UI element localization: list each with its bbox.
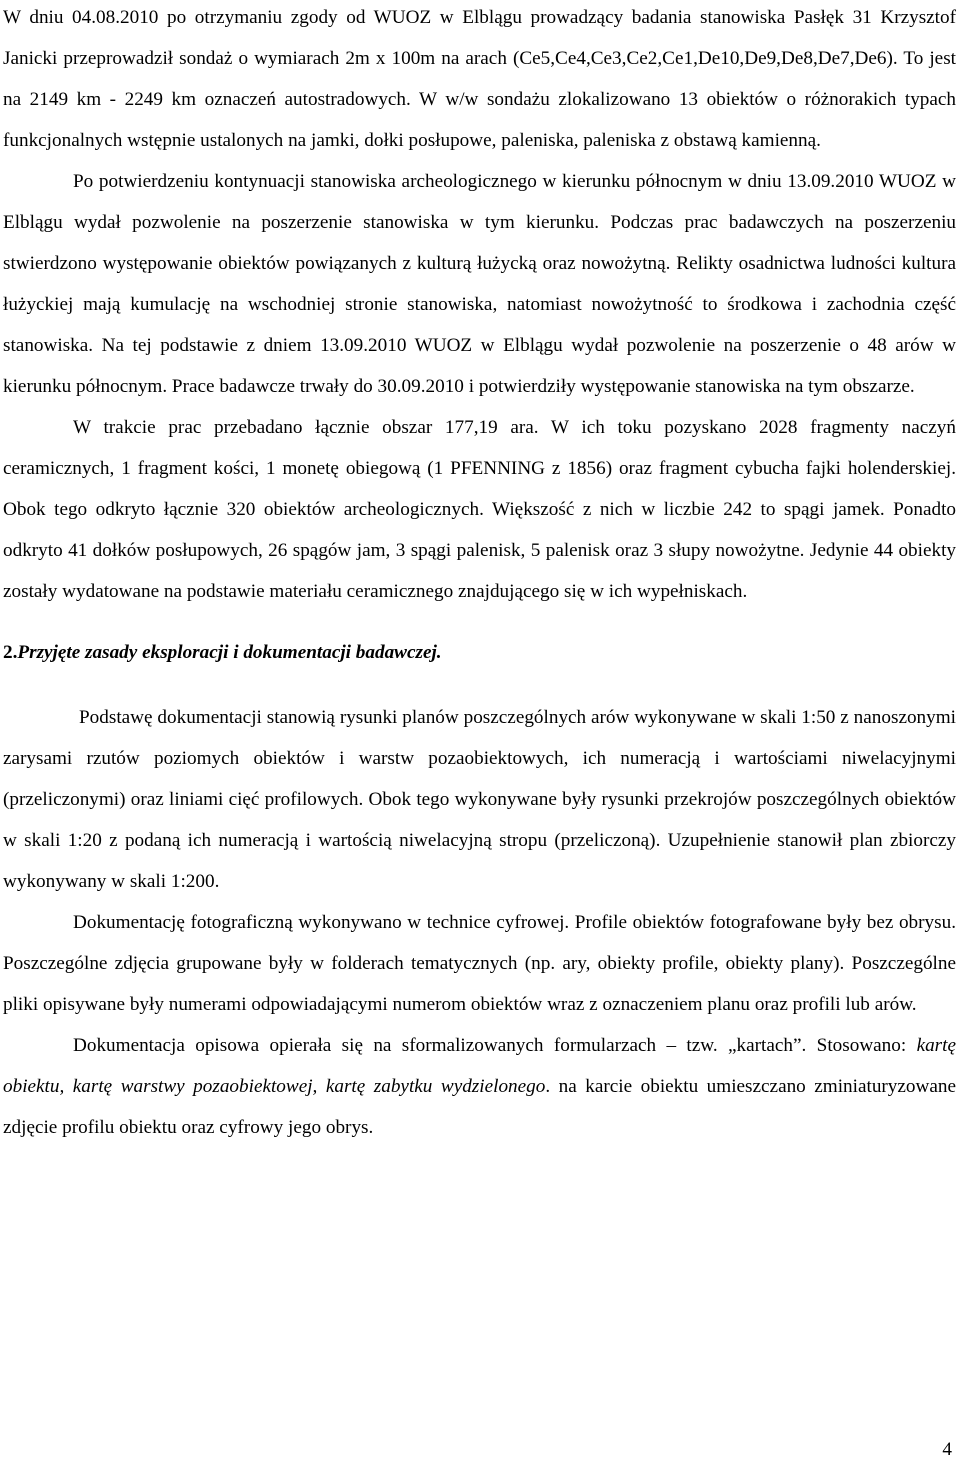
paragraph-opisowa-end: . na karcie obiektu umieszczano zminiaturyzowane zdjęcie profilu obiektu oraz cyfrowy jego obrys. — [3, 1076, 956, 1138]
paragraph-opisowa-karty: kartę obiektu, kartę warstwy pozaobiektowej, kartę zabytku wydzielonego — [3, 1035, 956, 1097]
section-heading — [3, 632, 956, 673]
paragraph-sondaz-text: W dniu 04.08.2010 po otrzymaniu zgody od WUOZ w Elblągu prowadzący badania stanowiska Pasłęk 31 Krzysztof Janicki przeprowadził sondaż o wymiarach 2m x 100m na arach (Ce5,Ce4,Ce3,Ce2,Ce1,De10,De9,De8,De7,De6). To jest na 2149 km - 2249 km oznaczeń autostradowych. — [3, 7, 956, 110]
paragraph-dokumentacja-opisowa — [3, 1025, 956, 1148]
paragraph-sondaz-objects: W w/w sondażu zlokalizowano 13 obiektów o różnorakich typach funkcjonalnych wstępnie ustalonych na jamki, dołki posłupowe, paleniska, paleniska z obstawą kamienną. — [3, 89, 957, 151]
paragraph-sondaz — [3, 0, 956, 161]
paragraph-wyniki: W trakcie prac przebadano łącznie obszar 177,19 ara. W ich toku pozyskano 2028 fragmenty naczyń ceramicznych, 1 fragment kości, 1 monetę obiegową (1 PFENNING z 1856) oraz fragment cybucha fajki holenderskiej. Obok tego odkryto łącznie 320 obiektów archeologicznych. Większość z nich w liczbie 242 to spągi jamek. Ponadto odkryto 41 dołków posłupowych, 26 spągów jam, 3 spągi palenisk, 5 palenisk oraz 3 słupy nowożytne. Jedynie 44 obiekty zostały wydatowane na podstawie materiału ceramicznego znajdującego się w ich wypełniskach. — [3, 417, 956, 602]
paragraph-opisowa-text: Dokumentacja opisowa opierała się na sformalizowanych formularzach – tzw. „kartach”. Stosowano: — [73, 1035, 917, 1056]
paragraph-dokumentacja-fotograficzna: Dokumentację fotograficzną wykonywano w technice cyfrowej. Profile obiektów fotografowane były bez obrysu. Poszczególne zdjęcia grupowane były w folderach tematycznych (np. ary, obiekty profile, obiekty plany). Poszczególne pliki opisywane były numerami odpowiadającymi numerom obiektów wraz z oznaczeniem planu oraz profili lub arów. — [3, 912, 956, 1015]
paragraph-dokumentacja-rysunkowa: Podstawę dokumentacji stanowią rysunki planów poszczególnych arów wykonywane w skali 1:50 z nanoszonymi zarysami rzutów poziomych obiektów i warstw pozaobiektowych, ich numeracją i wartościami niwelacyjnymi (przeliczonymi) oraz liniami cięć profilowych. Obok tego wykonywane były rysunki przekrojów poszczególnych obiektów w skali 1:20 z podaną ich numeracją i wartością niwelacyjną stropu (przeliczoną). Uzupełnienie stanowił plan zbiorczy wykonywany w skali 1:200. — [3, 707, 956, 892]
section-heading-text: Przyjęte zasady eksploracji i dokumentacji badawczej. — [17, 642, 442, 663]
page-number: 4 — [942, 1439, 952, 1460]
section-heading-number: 2. — [3, 642, 18, 663]
document-page — [3, 0, 956, 1148]
paragraph-poszerzenie: Po potwierdzeniu kontynuacji stanowiska archeologicznego w kierunku północnym w dniu 13.09.2010 WUOZ w Elblągu wydał pozwolenie na poszerzenie stanowiska w tym kierunku. Podczas prac badawczych na poszerzeniu stwierdzono występowanie obiektów powiązanych z kulturą łużycką oraz nowożytną. Relikty osadnictwa ludności kultura łużyckiej mają kumulację na wschodniej stronie stanowiska, natomiast nowożytność to środkowa i zachodnia część stanowiska. Na tej podstawie z dniem 13.09.2010 WUOZ w Elblągu wydał pozwolenie na poszerzenie o 48 arów w kierunku północnym. Prace badawcze trwały do 30.09.2010 i potwierdziły występowanie stanowiska na tym obszarze. — [3, 171, 956, 397]
